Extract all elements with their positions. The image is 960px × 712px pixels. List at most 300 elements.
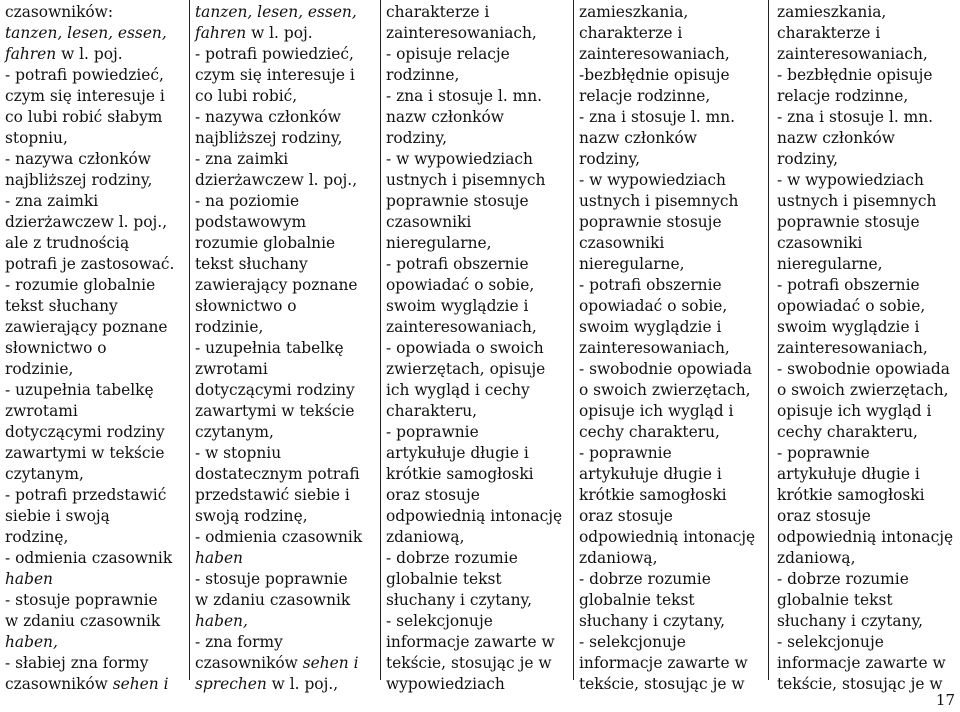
text-line <box>5 107 185 128</box>
text-line <box>579 86 764 107</box>
text-line <box>579 44 764 65</box>
text-segment: - uzupełnia tabelkę <box>195 339 344 357</box>
text-segment: - poprawnie <box>777 444 870 462</box>
italic-text-segment: sprechen <box>195 675 267 693</box>
text-line <box>195 128 376 149</box>
text-line <box>195 359 376 380</box>
text-segment: -bezbłędnie opisuje <box>579 66 730 84</box>
text-line <box>195 527 376 548</box>
text-segment: słuchany i czytany, <box>579 612 726 630</box>
text-segment: - potrafi przedstawić <box>5 486 167 504</box>
text-segment: zamieszkania, <box>579 3 689 21</box>
text-segment: - zna formy <box>195 633 283 651</box>
text-line <box>5 590 185 611</box>
text-line <box>195 233 376 254</box>
text-line <box>5 359 185 380</box>
italic-text-segment: haben, <box>195 612 248 630</box>
text-segment: - w stopniu <box>195 444 282 462</box>
text-line <box>579 485 764 506</box>
text-line <box>195 401 376 422</box>
text-line <box>195 380 376 401</box>
text-line <box>386 443 569 464</box>
text-line <box>777 170 956 191</box>
text-line <box>195 2 376 23</box>
table-column-1 <box>0 0 190 693</box>
text-segment: zawartymi w tekście <box>5 444 165 462</box>
text-segment: rodzinne, <box>386 66 460 84</box>
text-segment: opowiadać o sobie, <box>579 297 728 315</box>
text-segment: - potrafi obszernie <box>777 276 920 294</box>
text-segment: oraz stosuje <box>579 507 673 525</box>
text-line <box>195 23 376 44</box>
text-line <box>5 422 185 443</box>
text-segment: najbliższej rodziny, <box>5 171 153 189</box>
text-line <box>195 590 376 611</box>
text-segment: - zna i stosuje l. mn. <box>579 108 736 126</box>
text-line <box>386 548 569 569</box>
text-segment: - w wypowiedziach <box>386 150 533 168</box>
text-line <box>195 422 376 443</box>
text-segment: opisuje ich wygląd i <box>777 402 932 420</box>
text-line <box>5 275 185 296</box>
text-segment: najbliższej rodziny, <box>195 129 343 147</box>
text-segment: - odmienia czasownik <box>195 528 363 546</box>
text-segment: zawierający poznane <box>5 318 168 336</box>
text-line <box>195 65 376 86</box>
text-segment: słuchany i czytany, <box>777 612 924 630</box>
text-line <box>5 527 185 548</box>
text-line <box>195 275 376 296</box>
text-segment: - potrafi powiedzieć, <box>195 45 354 63</box>
text-segment: swoim wyglądzie i <box>777 318 920 336</box>
text-line <box>5 23 185 44</box>
text-line <box>5 86 185 107</box>
text-line <box>579 422 764 443</box>
text-segment: tekst słuchany <box>195 255 308 273</box>
text-line <box>195 506 376 527</box>
text-segment: poprawnie stosuje <box>777 213 920 231</box>
text-line <box>579 317 764 338</box>
text-segment: swoim wyglądzie i <box>579 318 722 336</box>
text-segment: - zna zaimki <box>5 192 99 210</box>
text-line <box>386 65 569 86</box>
text-line <box>386 506 569 527</box>
text-segment: cechy charakteru, <box>579 423 720 441</box>
text-line <box>777 296 956 317</box>
text-segment: dostatecznym potrafi <box>195 465 360 483</box>
text-segment: poprawnie stosuje <box>386 192 529 210</box>
text-line <box>5 233 185 254</box>
text-segment: w l. poj. <box>246 24 313 42</box>
text-segment: zainteresowaniach, <box>579 45 730 63</box>
text-line <box>386 611 569 632</box>
text-segment: czym się interesuje i <box>5 87 165 105</box>
text-line <box>777 527 956 548</box>
text-segment: rodziny, <box>386 129 447 147</box>
text-segment: - poprawnie <box>579 444 672 462</box>
text-line <box>579 590 764 611</box>
text-line <box>777 485 956 506</box>
text-line <box>386 674 569 695</box>
text-segment: - uzupełnia tabelkę <box>5 381 154 399</box>
text-line <box>777 149 956 170</box>
text-segment: krótkie samogłoski <box>579 486 727 504</box>
text-line <box>579 254 764 275</box>
text-line <box>777 212 956 233</box>
text-line <box>5 401 185 422</box>
text-line <box>777 380 956 401</box>
text-segment: podstawowym <box>195 213 307 231</box>
text-line <box>777 611 956 632</box>
text-segment: - rozumie globalnie <box>5 276 156 294</box>
text-segment: tekście, stosując je w <box>777 675 943 693</box>
text-line <box>777 44 956 65</box>
text-segment: - selekcjonuje <box>386 612 493 630</box>
text-line <box>579 2 764 23</box>
text-line <box>386 527 569 548</box>
text-segment: słuchany i czytany, <box>386 591 533 609</box>
text-line <box>195 653 376 674</box>
page-number: 17 <box>935 691 955 709</box>
text-line <box>579 506 764 527</box>
text-segment: słownictwo o <box>5 339 107 357</box>
text-segment: ale z trudnością <box>5 234 130 252</box>
text-line <box>195 107 376 128</box>
text-line <box>195 569 376 590</box>
text-segment: co lubi robić słabym <box>5 108 163 126</box>
text-line <box>579 107 764 128</box>
text-line <box>579 149 764 170</box>
text-line <box>777 653 956 674</box>
text-segment: - selekcjonuje <box>777 633 884 651</box>
italic-text-segment: haben <box>5 570 53 588</box>
text-line <box>777 632 956 653</box>
text-line <box>579 170 764 191</box>
text-line <box>5 44 185 65</box>
text-segment: tekście, stosując je w <box>579 675 745 693</box>
text-segment: w zdaniu czasownik <box>5 612 161 630</box>
text-line <box>5 296 185 317</box>
text-line <box>386 191 569 212</box>
text-line <box>777 359 956 380</box>
text-segment: artykułuje długie i <box>777 465 920 483</box>
text-segment: swoją rodzinę, <box>195 507 308 525</box>
text-segment: - opisuje relacje <box>386 45 510 63</box>
table-column-2 <box>190 0 381 693</box>
text-line <box>579 23 764 44</box>
text-segment: zawierający poznane <box>195 276 358 294</box>
text-segment: opisuje ich wygląd i <box>579 402 734 420</box>
text-segment: krótkie samogłoski <box>777 486 925 504</box>
text-line <box>5 170 185 191</box>
text-segment: dzierżawczew l. poj., <box>5 213 168 231</box>
text-segment: zainteresowaniach, <box>777 339 928 357</box>
text-line <box>386 632 569 653</box>
text-line <box>5 674 185 695</box>
text-segment: dzierżawczew l. poj., <box>195 171 358 189</box>
text-line <box>386 275 569 296</box>
text-segment: czym się interesuje i <box>195 66 355 84</box>
italic-text-segment: fahren <box>195 24 247 42</box>
text-line <box>579 212 764 233</box>
text-line <box>579 569 764 590</box>
text-segment: - zna zaimki <box>195 150 289 168</box>
text-segment: nazw członków <box>777 129 895 147</box>
text-line <box>777 128 956 149</box>
text-segment: tekście, stosując je w <box>386 654 552 672</box>
text-line <box>195 212 376 233</box>
text-segment: czasowniki <box>777 234 863 252</box>
text-line <box>579 380 764 401</box>
text-segment: rodzinę, <box>5 528 69 546</box>
text-line <box>777 86 956 107</box>
text-line <box>777 317 956 338</box>
text-line <box>386 86 569 107</box>
text-line <box>195 464 376 485</box>
text-segment: oraz stosuje <box>386 486 480 504</box>
text-line <box>5 443 185 464</box>
text-segment: czasowniki <box>386 213 472 231</box>
italic-text-segment: fahren <box>5 45 57 63</box>
text-line <box>777 548 956 569</box>
text-line <box>579 443 764 464</box>
text-line <box>579 359 764 380</box>
text-segment: dotyczącymi rodziny <box>195 381 355 399</box>
text-segment: - selekcjonuje <box>579 633 686 651</box>
text-segment: zainteresowaniach, <box>386 24 537 42</box>
text-line <box>386 149 569 170</box>
text-segment: odpowiednią intonację <box>579 528 756 546</box>
text-line <box>386 212 569 233</box>
text-line <box>386 338 569 359</box>
text-line <box>777 674 956 695</box>
text-line <box>5 254 185 275</box>
text-line <box>195 86 376 107</box>
text-line <box>579 674 764 695</box>
italic-text-segment: haben, <box>5 633 58 651</box>
text-line <box>386 317 569 338</box>
text-line <box>579 653 764 674</box>
text-line <box>777 569 956 590</box>
text-line <box>579 275 764 296</box>
text-line <box>386 170 569 191</box>
text-line <box>777 23 956 44</box>
text-segment: co lubi robić, <box>195 87 298 105</box>
text-line <box>579 527 764 548</box>
italic-text-segment: tanzen, lesen, essen, <box>195 3 357 21</box>
text-segment: zainteresowaniach, <box>777 45 928 63</box>
text-line <box>386 23 569 44</box>
text-line <box>5 149 185 170</box>
text-line <box>777 443 956 464</box>
text-line <box>386 254 569 275</box>
text-segment: zainteresowaniach, <box>386 318 537 336</box>
text-segment: oraz stosuje <box>777 507 871 525</box>
text-segment: zdaniową, <box>777 549 856 567</box>
text-line <box>386 485 569 506</box>
text-segment: zwrotami <box>5 402 78 420</box>
text-segment: - potrafi obszernie <box>386 255 529 273</box>
text-line <box>386 569 569 590</box>
text-line <box>777 590 956 611</box>
text-line <box>777 275 956 296</box>
text-segment: opowiadać o sobie, <box>386 276 535 294</box>
text-line <box>579 611 764 632</box>
text-segment: informacje zawarte w <box>386 633 555 651</box>
text-segment: - zna i stosuje l. mn. <box>777 108 934 126</box>
text-line <box>195 674 376 695</box>
text-line <box>5 2 185 23</box>
text-line <box>386 107 569 128</box>
text-segment: potrafi je zastosować. <box>5 255 175 273</box>
table-column-5 <box>769 0 960 693</box>
text-line <box>579 191 764 212</box>
text-line <box>386 296 569 317</box>
text-line <box>777 506 956 527</box>
text-line <box>195 149 376 170</box>
text-segment: - dobrze rozumie <box>579 570 711 588</box>
text-line <box>195 338 376 359</box>
text-line <box>5 128 185 149</box>
text-segment: ustnych i pisemnych <box>777 192 937 210</box>
text-line <box>579 401 764 422</box>
text-segment: czasowników <box>195 654 303 672</box>
text-segment: rodzinie, <box>5 360 74 378</box>
text-line <box>386 653 569 674</box>
italic-text-segment: tanzen, lesen, essen, <box>5 24 167 42</box>
text-line <box>195 632 376 653</box>
text-line <box>386 2 569 23</box>
text-segment: rodzinie, <box>195 318 264 336</box>
text-segment: czytanym, <box>195 423 274 441</box>
text-line <box>777 422 956 443</box>
text-line <box>777 338 956 359</box>
text-segment: - stosuje poprawnie <box>195 570 348 588</box>
text-segment: w l. poj., <box>266 675 339 693</box>
text-line <box>579 632 764 653</box>
text-segment: nieregularne, <box>386 234 492 252</box>
text-segment: przedstawić siebie i <box>195 486 350 504</box>
text-segment: relacje rodzinne, <box>579 87 711 105</box>
text-segment: artykułuje długie i <box>386 444 529 462</box>
text-segment: zainteresowaniach, <box>579 339 730 357</box>
text-line <box>386 359 569 380</box>
text-line <box>5 338 185 359</box>
text-segment: nieregularne, <box>579 255 685 273</box>
text-segment: - nazywa członków <box>195 108 341 126</box>
text-segment: rodziny, <box>777 150 838 168</box>
text-segment: rozumie globalnie <box>195 234 336 252</box>
text-line <box>5 569 185 590</box>
text-line <box>386 422 569 443</box>
text-line <box>5 485 185 506</box>
text-segment: dotyczącymi rodziny <box>5 423 165 441</box>
text-line <box>386 401 569 422</box>
text-line <box>777 233 956 254</box>
text-segment: - w wypowiedziach <box>579 171 726 189</box>
italic-text-segment: haben <box>195 549 243 567</box>
text-segment: słownictwo o <box>195 297 297 315</box>
text-line <box>386 590 569 611</box>
text-line <box>777 191 956 212</box>
text-segment: globalnie tekst <box>579 591 695 609</box>
text-segment: zwrotami <box>195 360 268 378</box>
text-segment: o swoich zwierzętach, <box>579 381 751 399</box>
text-segment: siebie i swoją <box>5 507 110 525</box>
text-line <box>195 296 376 317</box>
text-line <box>195 611 376 632</box>
text-line <box>195 170 376 191</box>
text-segment: opowiadać o sobie, <box>777 297 926 315</box>
text-segment: - opowiada o swoich <box>386 339 544 357</box>
text-segment: w l. poj. <box>56 45 123 63</box>
text-line <box>777 2 956 23</box>
text-segment: cechy charakteru, <box>777 423 918 441</box>
text-segment: krótkie samogłoski <box>386 465 534 483</box>
text-segment: - poprawnie <box>386 423 479 441</box>
text-segment: poprawnie stosuje <box>579 213 722 231</box>
text-line <box>579 65 764 86</box>
text-segment: tekst słuchany <box>5 297 118 315</box>
text-segment: czasowników: <box>5 3 114 21</box>
text-segment: - swobodnie opowiada <box>777 360 950 378</box>
text-segment: o swoich zwierzętach, <box>777 381 949 399</box>
text-line <box>579 296 764 317</box>
text-line <box>5 212 185 233</box>
text-segment: - bezbłędnie opisuje <box>777 66 933 84</box>
text-segment: - zna i stosuje l. mn. <box>386 87 543 105</box>
text-line <box>195 44 376 65</box>
text-segment: charakterze i <box>386 3 490 21</box>
text-segment: - słabiej zna formy <box>5 654 149 672</box>
text-line <box>195 317 376 338</box>
text-segment: globalnie tekst <box>386 570 502 588</box>
text-segment: czytanym, <box>5 465 84 483</box>
text-segment: relacje rodzinne, <box>777 87 909 105</box>
text-line <box>386 380 569 401</box>
text-segment: stopniu, <box>5 129 68 147</box>
text-segment: - nazywa członków <box>5 150 151 168</box>
text-line <box>386 44 569 65</box>
text-segment: czasowniki <box>579 234 665 252</box>
text-segment: odpowiednią intonację <box>777 528 954 546</box>
text-line <box>579 233 764 254</box>
text-line <box>5 653 185 674</box>
text-line <box>195 254 376 275</box>
text-segment: czasowników <box>5 675 113 693</box>
text-line <box>5 65 185 86</box>
text-segment: ich wygląd i cechy <box>386 381 530 399</box>
text-line <box>777 401 956 422</box>
text-line <box>777 254 956 275</box>
text-line <box>386 464 569 485</box>
text-segment: zamieszkania, <box>777 3 887 21</box>
text-segment: - w wypowiedziach <box>777 171 924 189</box>
text-line <box>579 128 764 149</box>
text-segment: - dobrze rozumie <box>777 570 909 588</box>
text-line <box>195 191 376 212</box>
text-segment: charakterze i <box>777 24 881 42</box>
table-column-3 <box>381 0 574 693</box>
text-segment: charakterze i <box>579 24 683 42</box>
text-line <box>777 464 956 485</box>
text-segment: ustnych i pisemnych <box>579 192 739 210</box>
text-line <box>579 338 764 359</box>
text-segment: informacje zawarte w <box>777 654 946 672</box>
text-segment: - swobodnie opowiada <box>579 360 752 378</box>
text-segment: globalnie tekst <box>777 591 893 609</box>
text-segment: odpowiednią intonację <box>386 507 563 525</box>
